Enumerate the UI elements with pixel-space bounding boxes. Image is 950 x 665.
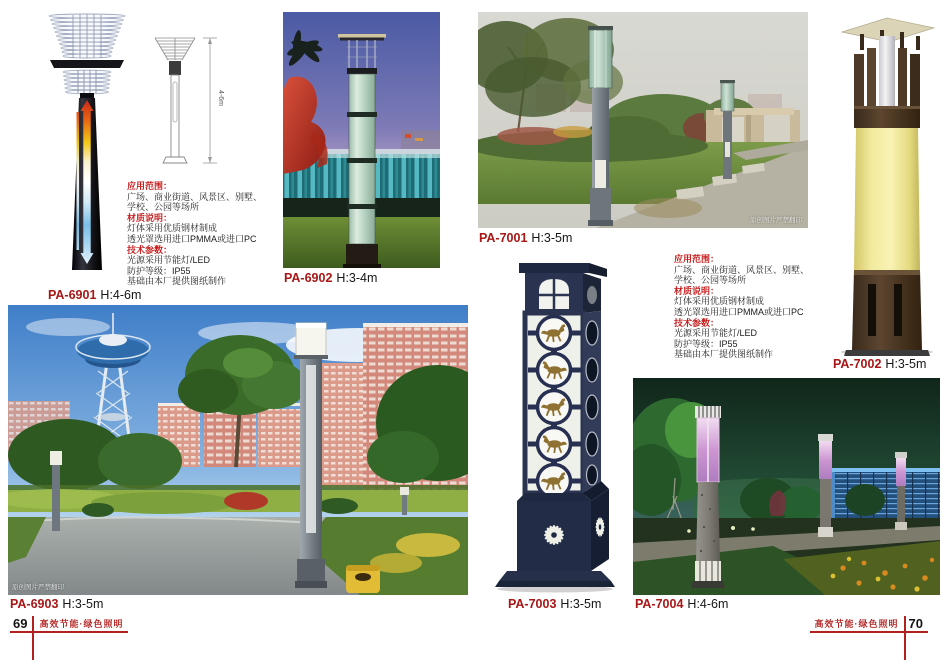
spec-block-right	[674, 254, 834, 360]
pa7003-height: H:3-5m	[560, 597, 602, 611]
pa7004-model-number: PA-7004	[635, 597, 684, 611]
crown-lower-discs	[63, 70, 111, 94]
application-line: 学校、公园等场所	[127, 202, 200, 213]
tech-line: 光源采用节能灯/LED	[674, 328, 758, 339]
tech-line: 光源采用节能灯/LED	[127, 255, 211, 266]
pa7002-label	[833, 357, 926, 371]
pa6901-model-number: PA-6901	[48, 288, 97, 302]
pa6903-photo	[8, 305, 468, 595]
pa6902-model-number: PA-6902	[284, 271, 333, 285]
footer-slogan-left: 高效节能·绿色照明	[34, 616, 128, 633]
pa7004-photo	[633, 378, 940, 595]
page-number-right: 70	[906, 616, 928, 633]
material-line: 灯体采用优质钢材制成	[674, 296, 765, 307]
spec-block-left	[127, 181, 287, 287]
rainbow-side-stripe	[77, 112, 80, 250]
footer-left	[10, 616, 128, 660]
base-plate	[844, 350, 930, 356]
footer-right	[810, 616, 928, 660]
page-number-left: 69	[10, 616, 32, 633]
pa6901-technical-drawing	[155, 38, 224, 163]
pa7001-model-number: PA-7001	[479, 231, 528, 245]
inner-cylinder	[879, 36, 895, 106]
pa7002-height: H:3-5m	[885, 357, 927, 371]
crown-collar	[80, 93, 94, 98]
material-line: 灯体采用优质钢材制成	[127, 223, 218, 234]
pa6903-model-number: PA-6903	[10, 597, 59, 611]
pa7002-model-number: PA-7002	[833, 357, 882, 371]
pa7001-photo	[478, 12, 808, 228]
pa7004-lamp-2	[818, 434, 833, 537]
pa7001-height: H:3-5m	[531, 231, 573, 245]
tech-line: 基础由本厂提供图纸制作	[674, 349, 774, 360]
dimension-label: 4-6m	[217, 90, 224, 106]
pa6903-height: H:3-5m	[62, 597, 104, 611]
tech-title: 技术参数：	[127, 244, 173, 255]
footer-slogan-right: 高效节能·绿色照明	[810, 616, 904, 633]
application-title: 应用范围：	[674, 254, 720, 264]
tech-title: 技术参数：	[674, 317, 720, 328]
pa7004-height: H:4-6m	[687, 597, 729, 611]
application-line: 广场、商业街道、风景区、别墅、	[674, 264, 810, 275]
pa7002-lamp-illustration	[828, 8, 948, 356]
pa6903-label	[10, 597, 103, 611]
pa7003-lamp-illustration	[493, 243, 628, 593]
trash-bin	[346, 565, 380, 593]
crown-plate	[50, 60, 124, 68]
application-line: 广场、商业街道、风景区、别墅、	[127, 191, 263, 202]
material-line: 透光罩选用进口PMMA或进口PC	[127, 233, 257, 244]
tech-line: 基础由本厂提供图纸制作	[127, 276, 227, 287]
yellow-body	[854, 128, 920, 270]
pa7003-label	[508, 597, 601, 611]
application-line: 学校、公园等场所	[674, 275, 747, 286]
pa6901-height: H:4-6m	[100, 288, 142, 302]
tech-line: 防护等级：IP55	[127, 265, 191, 276]
pa7004-label	[635, 597, 728, 611]
watermark: 原创图片严禁翻印	[750, 217, 802, 224]
bottom-brown-section	[852, 270, 922, 350]
pa6902-label	[284, 271, 377, 285]
material-title: 材质说明：	[127, 212, 173, 223]
pa7003-model-number: PA-7003	[508, 597, 557, 611]
application-title: 应用范围：	[127, 181, 173, 191]
watermark: 原创图片严禁翻印	[12, 584, 64, 591]
pa6902-height: H:3-4m	[336, 271, 378, 285]
material-title: 材质说明：	[674, 285, 720, 296]
pa6902-photo	[283, 12, 440, 268]
pa6901-label	[48, 288, 141, 302]
material-line: 透光罩选用进口PMMA或进口PC	[674, 306, 804, 317]
tech-line: 防护等级：IP55	[674, 338, 738, 349]
